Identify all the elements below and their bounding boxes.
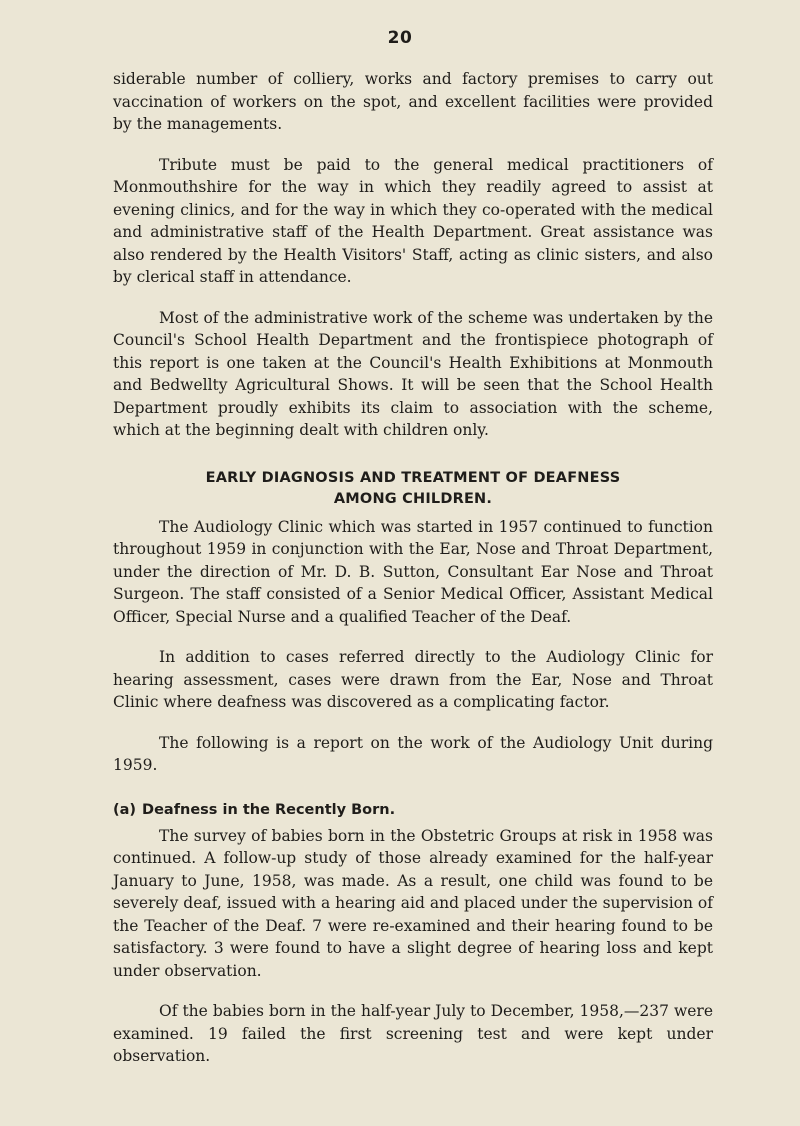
paragraph-tribute: Tribute must be paid to the general medical practitioners of Monmouthshire for the way in which they readily agreed to assist at evening clinics, and for the way in which they co-operated with the medical and administrative staff of the Health Department. Great assistance was also rendered by the Health Visitors' Staff, acting as clinic sisters, and also by clerical staff in attendance. bbox=[113, 155, 713, 286]
paragraph-vaccination-premises: siderable number of colliery, works and factory premises to carry out vaccination of workers on the spot, and excellent facilities were provided by the managements. bbox=[113, 70, 713, 133]
paragraph-audiology-clinic: The Audiology Clinic which was started in 1957 continued to function throughout 1959 in conjunction with the Ear, Nose and Throat Department, under the direction of Mr. D. B. Sutton, Consultant Ear Nose and Throat Surgeon. The staff consisted of a Senior Medical Officer, Assistant Medical Officer, Special Nurse and a qualified Teacher of the Deaf. bbox=[113, 517, 713, 626]
body-text bbox=[113, 68, 713, 1068]
paragraph-referred-cases: In addition to cases referred directly to the Audiology Clinic for hearing assessment, cases were drawn from the Ear, Nose and Throat Clinic where deafness was discovered as a complicating factor. bbox=[113, 648, 713, 711]
section-heading-line-1: EARLY DIAGNOSIS AND TREATMENT OF DEAFNESS bbox=[205, 469, 621, 486]
paragraph-survey-babies: The survey of babies born in the Obstetric Groups at risk in 1958 was continued. A follow-up study of those already examined for the half-year January to June, 1958, was made. As a result, one child was found to be severely deaf, issued with a hearing aid and placed under the supervision of the Teacher of the Deaf. 7 were re-examined and their hearing found to be satisfactory. 3 were found to have a slight degree of hearing loss and kept under observation. bbox=[113, 826, 713, 980]
subsection-label: (a) bbox=[113, 801, 137, 818]
subsection-title: Deafness in the Recently Born. bbox=[142, 801, 396, 818]
subsection-heading bbox=[113, 799, 713, 821]
paragraph-babies-examined: Of the babies born in the half-year July to December, 1958,—237 were examined. 19 failed the first screening test and were kept under observation. bbox=[113, 1002, 713, 1065]
page-number: 20 bbox=[387, 28, 413, 48]
paragraph-report-intro: The following is a report on the work of the Audiology Unit during 1959. bbox=[113, 733, 713, 774]
section-heading bbox=[113, 468, 713, 510]
paragraph-administrative-work: Most of the administrative work of the scheme was undertaken by the Council's School Health Department and the frontispiece photograph of this report is one taken at the Council's Health Exhibitions at Monmouth and Bedwellty Agricultural Shows. It will be seen that the School Health Department proudly exhibits its claim to association with the scheme, which at the beginning dealt with children only. bbox=[113, 308, 713, 439]
section-heading-line-2: AMONG CHILDREN. bbox=[333, 490, 493, 507]
